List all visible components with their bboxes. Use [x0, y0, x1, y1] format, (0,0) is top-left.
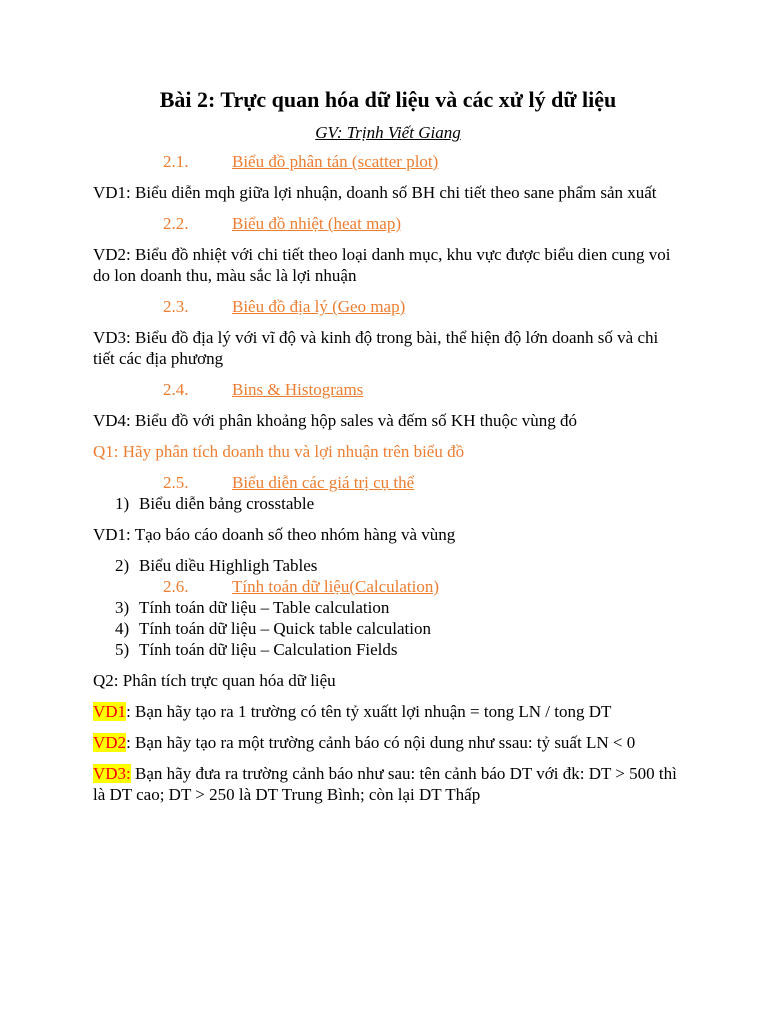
list-number: 2)	[115, 556, 130, 575]
section-title: Biểu diễn các giá trị cụ thể	[232, 473, 415, 492]
exercise-text: : Bạn hãy tạo ra một trường cảnh báo có nội dung như ssau: tỷ suất LN < 0	[126, 733, 636, 752]
exercise-text: : Bạn hãy tạo ra 1 trường có tên tỷ xuấtt lợi nhuận = tong LN / tong DT	[126, 702, 612, 721]
exercise-vd2	[93, 732, 683, 753]
list-text: Biểu diều Highligh Tables	[139, 556, 318, 575]
section-heading-2-5	[93, 472, 683, 493]
section-number: 2.4.	[163, 380, 189, 399]
list-item	[93, 639, 683, 660]
section-heading-2-4	[93, 379, 683, 400]
section-title: Tính toán dữ liệu(Calculation)	[232, 577, 440, 596]
paragraph-vd3-geo: VD3: Biểu đồ địa lý với vĩ độ và kinh độ trong bài, thể hiện độ lớn doanh số và chi tiết các địa phương	[93, 328, 659, 368]
exercise-text: Bạn hãy đưa ra trường cảnh báo như sau: tên cảnh báo DT với đk: DT > 500 thì là DT cao; DT > 250 là DT Trung Bình; còn lại DT Thấp	[93, 764, 677, 804]
section-title: Biểu đồ phân tán (scatter plot)	[232, 152, 439, 171]
section-heading-2-3	[93, 296, 683, 317]
paragraph-vd4-bins: VD4: Biểu đồ với phân khoảng hộp sales và đếm số KH thuộc vùng đó	[93, 411, 577, 430]
list-number: 3)	[115, 598, 130, 617]
list-item	[93, 493, 683, 514]
section-heading-2-2	[93, 213, 683, 234]
list-number: 5)	[115, 640, 130, 659]
section-number: 2.3.	[163, 297, 189, 316]
section-number: 2.5.	[163, 473, 189, 492]
exercise-label-highlight: VD1	[93, 702, 127, 721]
exercise-label-highlight: VD2	[93, 733, 127, 752]
paragraph-vd2-heatmap: VD2: Biểu đồ nhiệt với chi tiết theo loại danh mục, khu vực được biểu dien cung voi do lon doanh thu, màu sắc là lợi nhuận	[93, 245, 671, 285]
list-text: Tính toán dữ liệu – Quick table calculation	[139, 619, 431, 638]
list-text: Tính toán dữ liệu – Table calculation	[139, 598, 390, 617]
author-line: GV: Trịnh Viết Giang	[315, 123, 461, 142]
paragraph-vd1-scatter: VD1: Biểu diễn mqh giữa lợi nhuận, doanh số BH chi tiết theo sane phẩm sản xuất	[93, 183, 657, 202]
section-number: 2.1.	[163, 152, 189, 171]
list-item	[93, 618, 683, 639]
section-heading-2-1	[93, 151, 683, 172]
section-heading-2-6	[93, 576, 683, 597]
section-number: 2.2.	[163, 214, 189, 233]
exercise-label-highlight: VD3:	[93, 764, 131, 783]
question-q1: Q1: Hãy phân tích doanh thu và lợi nhuận trên biểu đồ	[93, 442, 465, 461]
document-page	[93, 86, 683, 815]
list-item	[93, 555, 683, 576]
list-number: 1)	[115, 494, 130, 513]
list-text: Tính toán dữ liệu – Calculation Fields	[139, 640, 398, 659]
section-number: 2.6.	[163, 577, 189, 596]
section-title: Bins & Histograms	[232, 380, 364, 399]
exercise-vd3	[93, 763, 683, 805]
list-item	[93, 597, 683, 618]
question-q2: Q2: Phân tích trực quan hóa dữ liệu	[93, 671, 336, 690]
document-title: Bài 2: Trực quan hóa dữ liệu và các xử lý dữ liệu	[159, 87, 617, 112]
section-title: Biêu đồ địa lý (Geo map)	[232, 297, 406, 316]
list-number: 4)	[115, 619, 130, 638]
paragraph-vd1-crosstab: VD1: Tạo báo cáo doanh số theo nhóm hàng và vùng	[93, 525, 456, 544]
section-title: Biểu đồ nhiệt (heat map)	[232, 214, 402, 233]
exercise-vd1	[93, 701, 683, 722]
list-text: Biểu diễn bảng crosstable	[139, 494, 315, 513]
